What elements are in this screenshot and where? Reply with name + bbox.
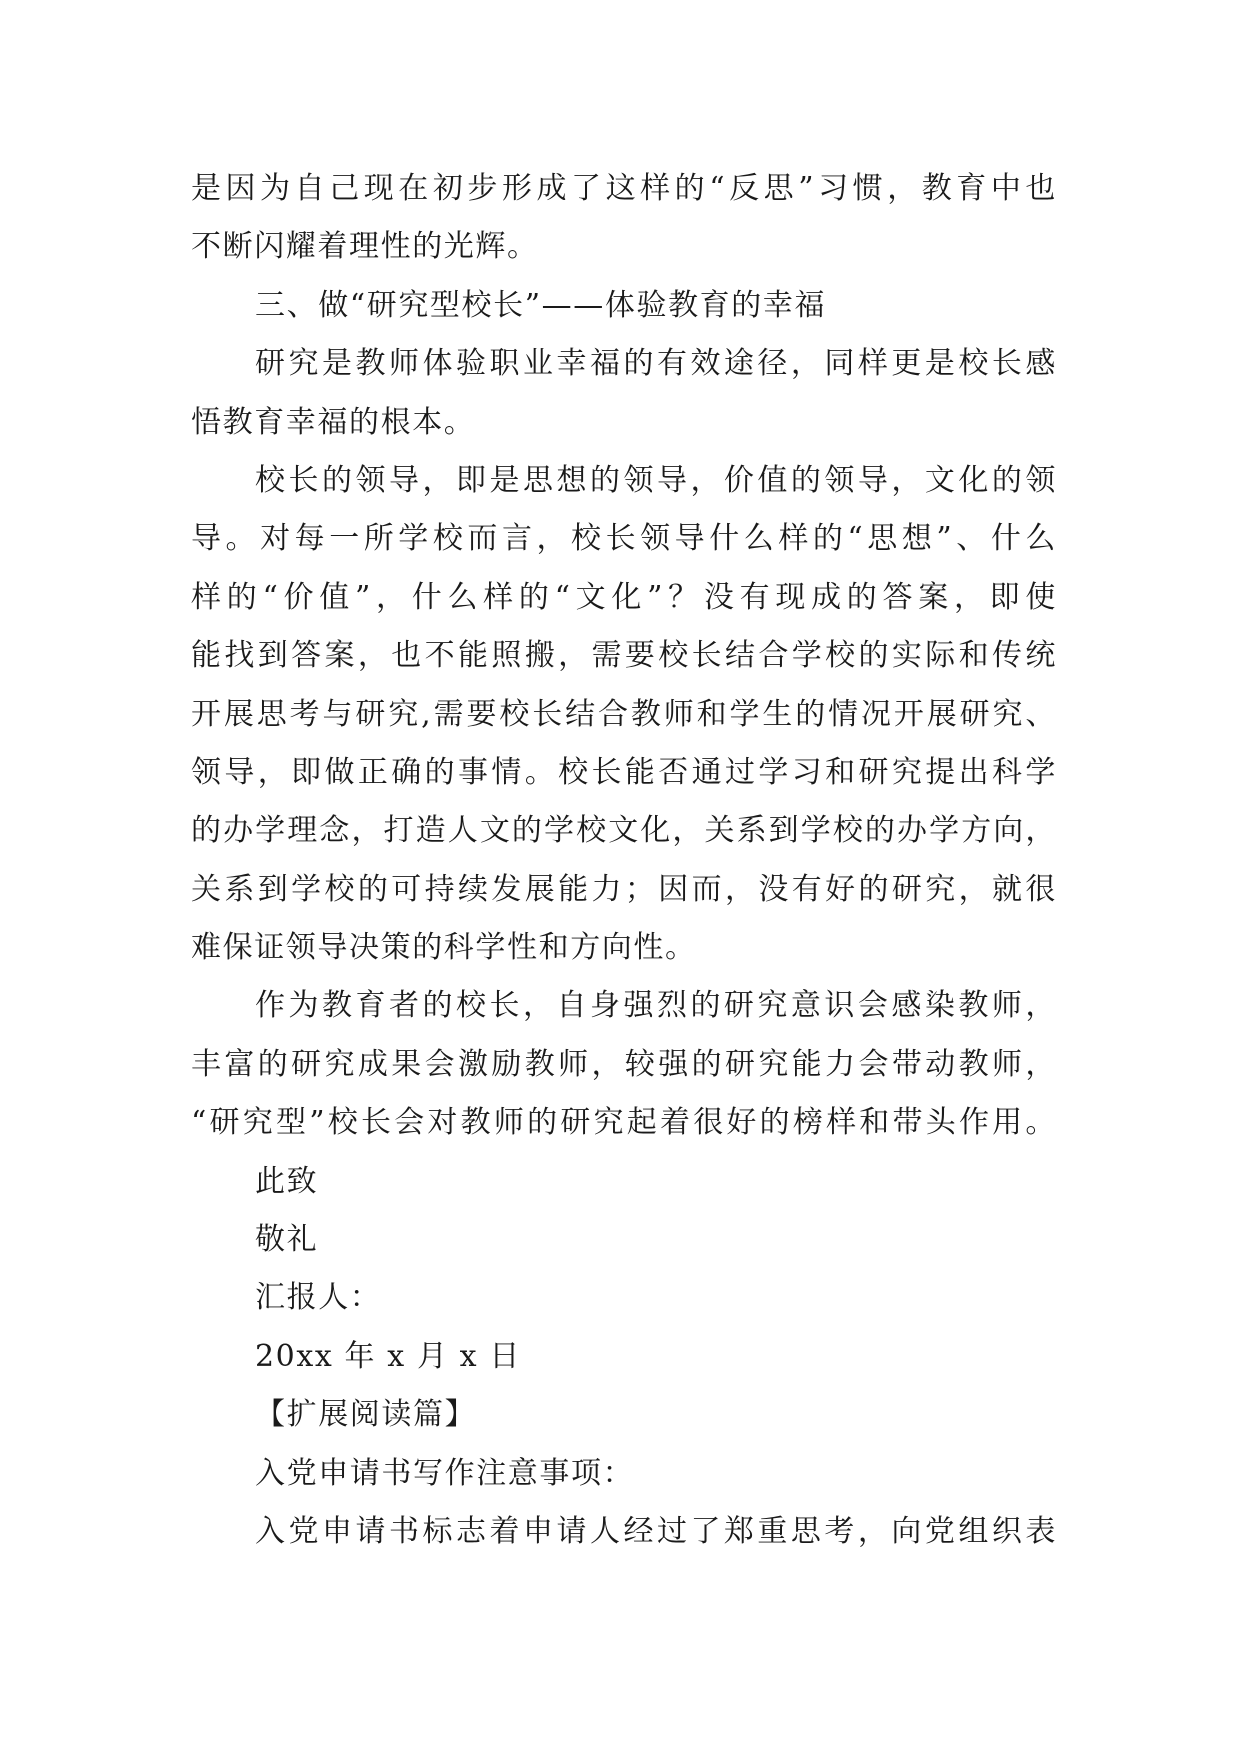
text-line: 入党申请书标志着申请人经过了郑重思考，向党组织表 — [255, 1513, 1057, 1549]
text-line: 是因为自己现在初步形成了这样的“反思”习惯，教育中也 — [191, 171, 1057, 206]
document-body — [191, 160, 1057, 1561]
closing-regards: 敬礼 — [255, 1222, 319, 1258]
text-line: 丰富的研究成果会激励教师，较强的研究能力会带动教师， — [191, 1046, 1057, 1082]
text-line: 校长的领导，即是思想的领导，价值的领导，文化的领 — [255, 462, 1057, 498]
text-line: 领导，即做正确的事情。校长能否通过学习和研究提出科学 — [191, 754, 1057, 790]
text-line: 样的“价值”，什么样的“文化”？没有现成的答案，即使 — [191, 579, 1057, 615]
text-line: 作为教育者的校长，自身强烈的研究意识会感染教师， — [255, 988, 1057, 1024]
notes-heading: 入党申请书写作注意事项： — [255, 1455, 635, 1491]
text-line: 导。对每一所学校而言，校长领导什么样的“思想”、什么 — [191, 521, 1057, 557]
text-line: 悟教育幸福的根本。 — [191, 404, 476, 440]
text-line: 研究是教师体验职业幸福的有效途径，同样更是校长感 — [255, 346, 1057, 382]
text-line: 能找到答案，也不能照搬，需要校长结合学校的实际和传统 — [191, 638, 1057, 674]
text-line: 的办学理念，打造人文的学校文化，关系到学校的办学方向， — [191, 813, 1057, 849]
text-line: 不断闪耀着理性的光辉。 — [191, 229, 539, 265]
section-heading: 三、做“研究型校长”——体验教育的幸福 — [255, 287, 827, 323]
text-line: 开展思考与研究,需要校长结合教师和学生的情况开展研究、 — [191, 696, 1057, 732]
date-line: 20xx 年 x 月 x 日 — [255, 1338, 521, 1374]
extended-reading-heading: 【扩展阅读篇】 — [255, 1397, 477, 1433]
text-line: 关系到学校的可持续发展能力；因而，没有好的研究，就很 — [191, 871, 1057, 907]
text-line: 难保证领导决策的科学性和方向性。 — [191, 930, 697, 966]
closing-salutation: 此致 — [255, 1163, 319, 1199]
reporter-label: 汇报人： — [255, 1280, 382, 1316]
text-line: “研究型”校长会对教师的研究起着很好的榜样和带头作用。 — [191, 1105, 1057, 1141]
